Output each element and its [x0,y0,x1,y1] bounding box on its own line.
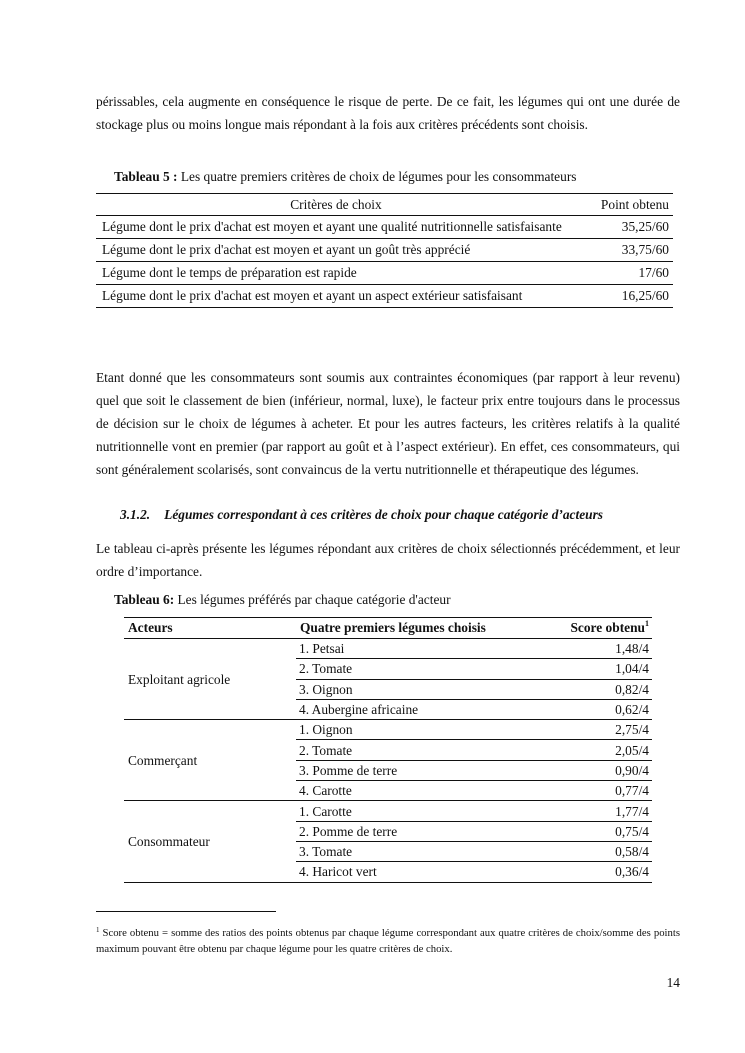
table6-score: 0,58/4 [543,841,652,861]
table6-actor: Commerçant [124,720,296,801]
table5-criterion: Légume dont le prix d'achat est moyen et ayant un goût très apprécié [96,239,576,262]
section-heading [120,506,603,524]
table6-vegetable: 3. Tomate [296,841,543,861]
table5-header-points: Point obtenu [576,194,673,216]
table6-header-row [124,618,652,639]
table5 [96,193,673,308]
table6-intro-paragraph: Le tableau ci-après présente les légumes répondant aux critères de choix sélectionnés précédemment, et leur ordre d’importance. [96,541,680,579]
footnote [96,925,680,957]
table5-criterion: Légume dont le temps de préparation est rapide [96,262,576,285]
table6-score: 0,62/4 [543,699,652,719]
table6 [124,617,652,883]
analysis-paragraph: Etant donné que les consommateurs sont soumis aux contraintes économiques (par rapport à leur revenu) quel que soit le classement de bien (inférieur, normal, luxe), le facteur prix entre toujours dans le processus de décision sur le choix de légumes à acheter. Et pour les autres facteurs, les critères relatifs à la qualité nutritionnelle vont en premier (par rapport au goût et à l’aspect extérieur). En effet, ces consommateurs, qui sont généralement scolarisés, sont convaincus de la vertu nutritionnelle et thérapeutique des légumes. [96,370,680,477]
table6-vegetable: 2. Tomate [296,740,543,760]
table6-vegetable: 3. Oignon [296,679,543,699]
footnote-mark: 1 [96,926,100,934]
footnote-rule [96,911,276,912]
table5-points: 33,75/60 [576,239,673,262]
section-number: 3.1.2. [120,507,151,522]
table6-header-score-label: Score obtenu [570,620,645,635]
table6-vegetable: 4. Aubergine africaine [296,699,543,719]
table-row [124,639,652,659]
table6-vegetable: 4. Haricot vert [296,862,543,882]
table6-vegetable: 1. Petsai [296,639,543,659]
table5-points: 16,25/60 [576,285,673,308]
table5-caption [114,169,577,185]
table6-caption-text: Les légumes préférés par chaque catégorie d'acteur [174,592,451,607]
table6-caption [114,592,451,608]
footnote-ref[interactable]: 1 [645,619,649,628]
table6-vegetable: 2. Pomme de terre [296,821,543,841]
table5-points: 17/60 [576,262,673,285]
table6-header-score [543,618,652,639]
table6-score: 0,90/4 [543,760,652,780]
table-row [96,262,673,285]
intro-paragraph: périssables, cela augmente en conséquence le risque de perte. De ce fait, les légumes qui ont une durée de stockage plus ou moins longue mais répondant à la fois aux critères précédents sont choisis. [96,94,680,132]
table6-actor: Consommateur [124,801,296,882]
table6-vegetable: 2. Tomate [296,659,543,679]
table6-vegetable: 1. Oignon [296,720,543,740]
table5-criterion: Légume dont le prix d'achat est moyen et ayant une qualité nutritionnelle satisfaisante [96,216,576,239]
footnote-text: Score obtenu = somme des ratios des points obtenus par chaque légume correspondant aux quatre critères de choix/somme des points maximum pouvant être obtenu par chaque légume pour les quatre critères de choix. [96,927,680,955]
table6-vegetable: 4. Carotte [296,781,543,801]
section-title: Légumes correspondant à ces critères de choix pour chaque catégorie d’acteurs [164,507,604,522]
table6-vegetable: 1. Carotte [296,801,543,821]
table-row [96,216,673,239]
table-row [124,720,652,740]
table6-score: 1,04/4 [543,659,652,679]
table6-score: 2,05/4 [543,740,652,760]
table6-caption-label: Tableau 6: [114,592,175,607]
page-number: 14 [666,975,680,990]
table-row [96,239,673,262]
table6-header-actors: Acteurs [124,618,296,639]
table5-criterion: Légume dont le prix d'achat est moyen et ayant un aspect extérieur satisfaisant [96,285,576,308]
table5-caption-text: Les quatre premiers critères de choix de légumes pour les consommateurs [177,169,577,184]
table5-caption-label: Tableau 5 : [114,169,178,184]
table5-header-row [96,194,673,216]
table6-actor: Exploitant agricole [124,639,296,720]
table6-score: 1,77/4 [543,801,652,821]
table6-score: 0,36/4 [543,862,652,882]
table-row [124,801,652,821]
table6-score: 0,82/4 [543,679,652,699]
table5-header-criteria: Critères de choix [96,194,576,216]
table6-score: 0,77/4 [543,781,652,801]
table5-points: 35,25/60 [576,216,673,239]
table6-score: 1,48/4 [543,639,652,659]
table6-score: 2,75/4 [543,720,652,740]
table-row [96,285,673,308]
table6-score: 0,75/4 [543,821,652,841]
table6-header-vegetables: Quatre premiers légumes choisis [296,618,543,639]
table6-vegetable: 3. Pomme de terre [296,760,543,780]
